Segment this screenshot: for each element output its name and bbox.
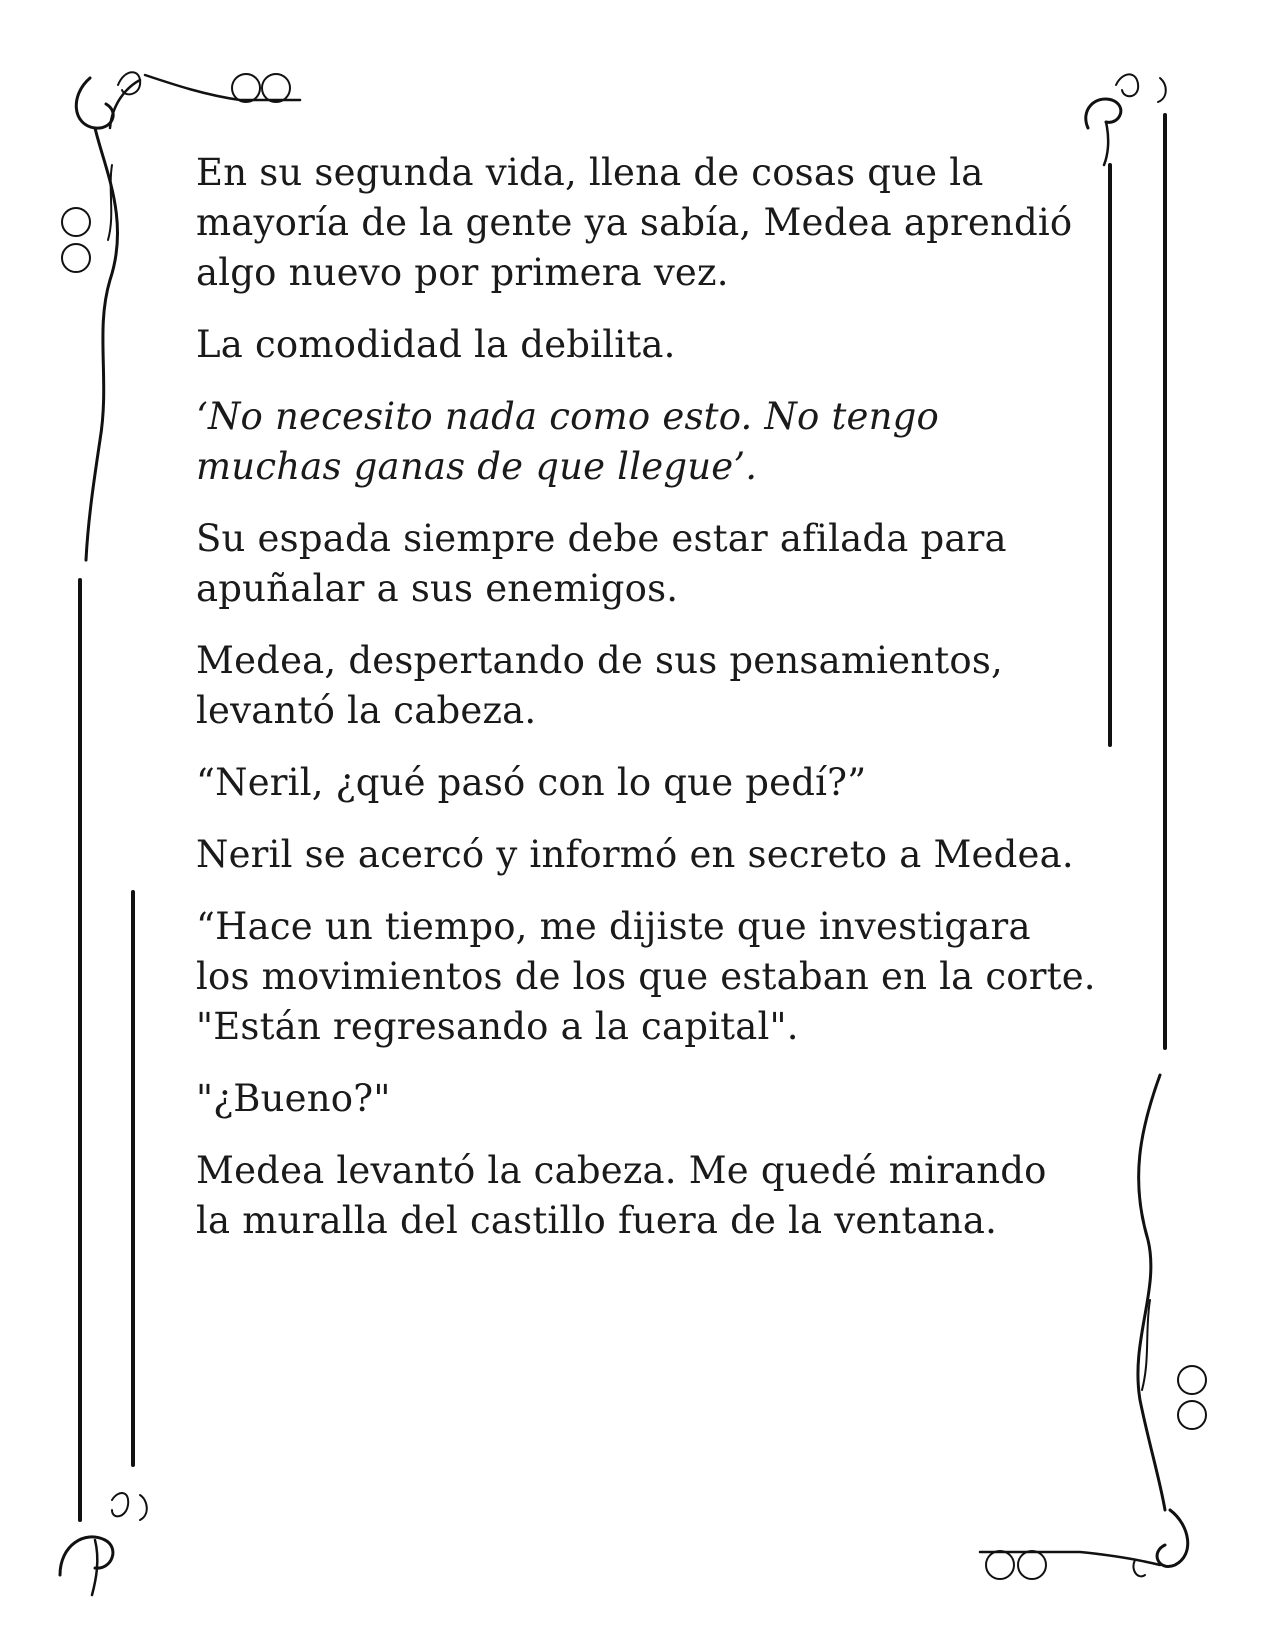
paragraph (176, 902, 1096, 1052)
paragraph (176, 830, 1096, 880)
bottom-left-flourish (60, 1493, 147, 1595)
paragraph-line: "¿Bueno?" (196, 1077, 391, 1120)
paragraph-line: los movimientos de los que estaban en la corte. (196, 955, 1096, 998)
paragraph-line: la muralla del castillo fuera de la ventana. (196, 1199, 998, 1242)
paragraph-line: levantó la cabeza. (196, 689, 537, 732)
paragraph (176, 320, 1096, 370)
paragraph (176, 392, 1096, 492)
paragraph-line: En su segunda vida, llena de cosas que la (196, 151, 984, 194)
paragraph-line: apuñalar a sus enemigos. (196, 567, 679, 610)
paragraph-line: Neril se acercó y informó en secreto a Medea. (196, 833, 1074, 876)
paragraph-line: La comodidad la debilita. (196, 323, 676, 366)
paragraph (176, 636, 1096, 736)
paragraph-line: “Neril, ¿qué pasó con lo que pedí?” (196, 761, 867, 804)
paragraph (176, 1146, 1096, 1246)
paragraph-line: “Hace un tiempo, me dijiste que investigara (196, 905, 1031, 948)
paragraph (176, 514, 1096, 614)
paragraph (176, 1074, 1096, 1124)
paragraph (176, 148, 1096, 298)
paragraph-line: muchas ganas de que llegue’. (196, 445, 758, 488)
paragraph (176, 758, 1096, 808)
paragraph-line: Su espada siempre debe estar afilada para (196, 517, 1007, 560)
paragraph-line: algo nuevo por primera vez. (196, 251, 729, 294)
paragraph-line: Medea, despertando de sus pensamientos, (196, 639, 1003, 682)
paragraph-line: Medea levantó la cabeza. Me quedé mirando (196, 1149, 1047, 1192)
page-text (176, 148, 1096, 1268)
paragraph-line: "Están regresando a la capital". (196, 1005, 799, 1048)
paragraph-line: mayoría de la gente ya sabía, Medea aprendió (196, 201, 1073, 244)
paragraph-line: ‘No necesito nada como esto. No tengo (196, 395, 940, 438)
top-right-flourish (1086, 74, 1166, 165)
